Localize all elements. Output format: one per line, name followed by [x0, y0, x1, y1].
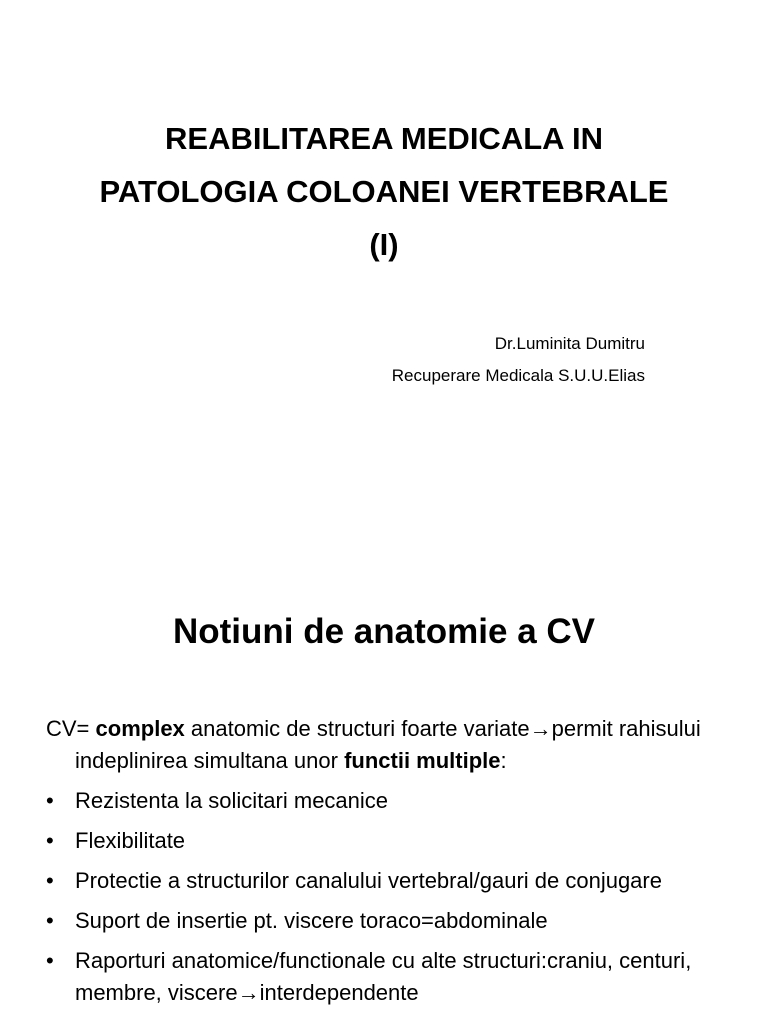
bullet-text: Raporturi anatomice/functionale cu alte structuri:craniu, centuri, membre, viscere→interdependente	[75, 948, 692, 1005]
title-line-1: REABILITAREA MEDICALA IN	[165, 121, 603, 156]
author-block	[392, 328, 645, 392]
bullet-text: Suport de insertie pt. viscere toraco=abdominale	[75, 908, 548, 933]
author-name: Dr.Luminita Dumitru	[494, 334, 645, 353]
bullet-text: Flexibilitate	[75, 828, 186, 853]
bullet-icon: •	[46, 948, 54, 973]
intro-middle: anatomic de structuri foarte variate→permit rahisului indeplinirea simultana unor	[75, 716, 701, 773]
author-affiliation: Recuperare Medicala S.U.U.Elias	[391, 366, 645, 385]
list-item	[46, 785, 746, 817]
list-item	[46, 825, 746, 857]
intro-suffix: :	[500, 748, 507, 773]
bullet-icon: •	[46, 788, 54, 813]
list-item	[46, 945, 746, 1009]
bullet-icon: •	[46, 908, 54, 933]
bullet-text: Protectie a structurilor canalului vertebral/gauri de conjugare	[75, 868, 662, 893]
title-line-3: (I)	[369, 227, 399, 262]
list-item	[46, 905, 746, 937]
bullet-icon: •	[46, 828, 54, 853]
slide-heading: Notiuni de anatomie a CV	[173, 612, 595, 651]
intro-prefix: CV=	[46, 716, 96, 741]
presentation-title	[40, 112, 728, 271]
bullet-icon: •	[46, 868, 54, 893]
intro-paragraph	[46, 713, 746, 777]
intro-bold-functions: functii multiple	[344, 748, 501, 773]
slide-body	[46, 713, 746, 1017]
bullet-text: Rezistenta la solicitari mecanice	[75, 788, 389, 813]
list-item	[46, 865, 746, 897]
intro-bold-complex: complex	[95, 716, 185, 741]
title-line-2: PATOLOGIA COLOANEI VERTEBRALE	[99, 174, 669, 209]
slide-anatomy	[0, 576, 768, 1024]
